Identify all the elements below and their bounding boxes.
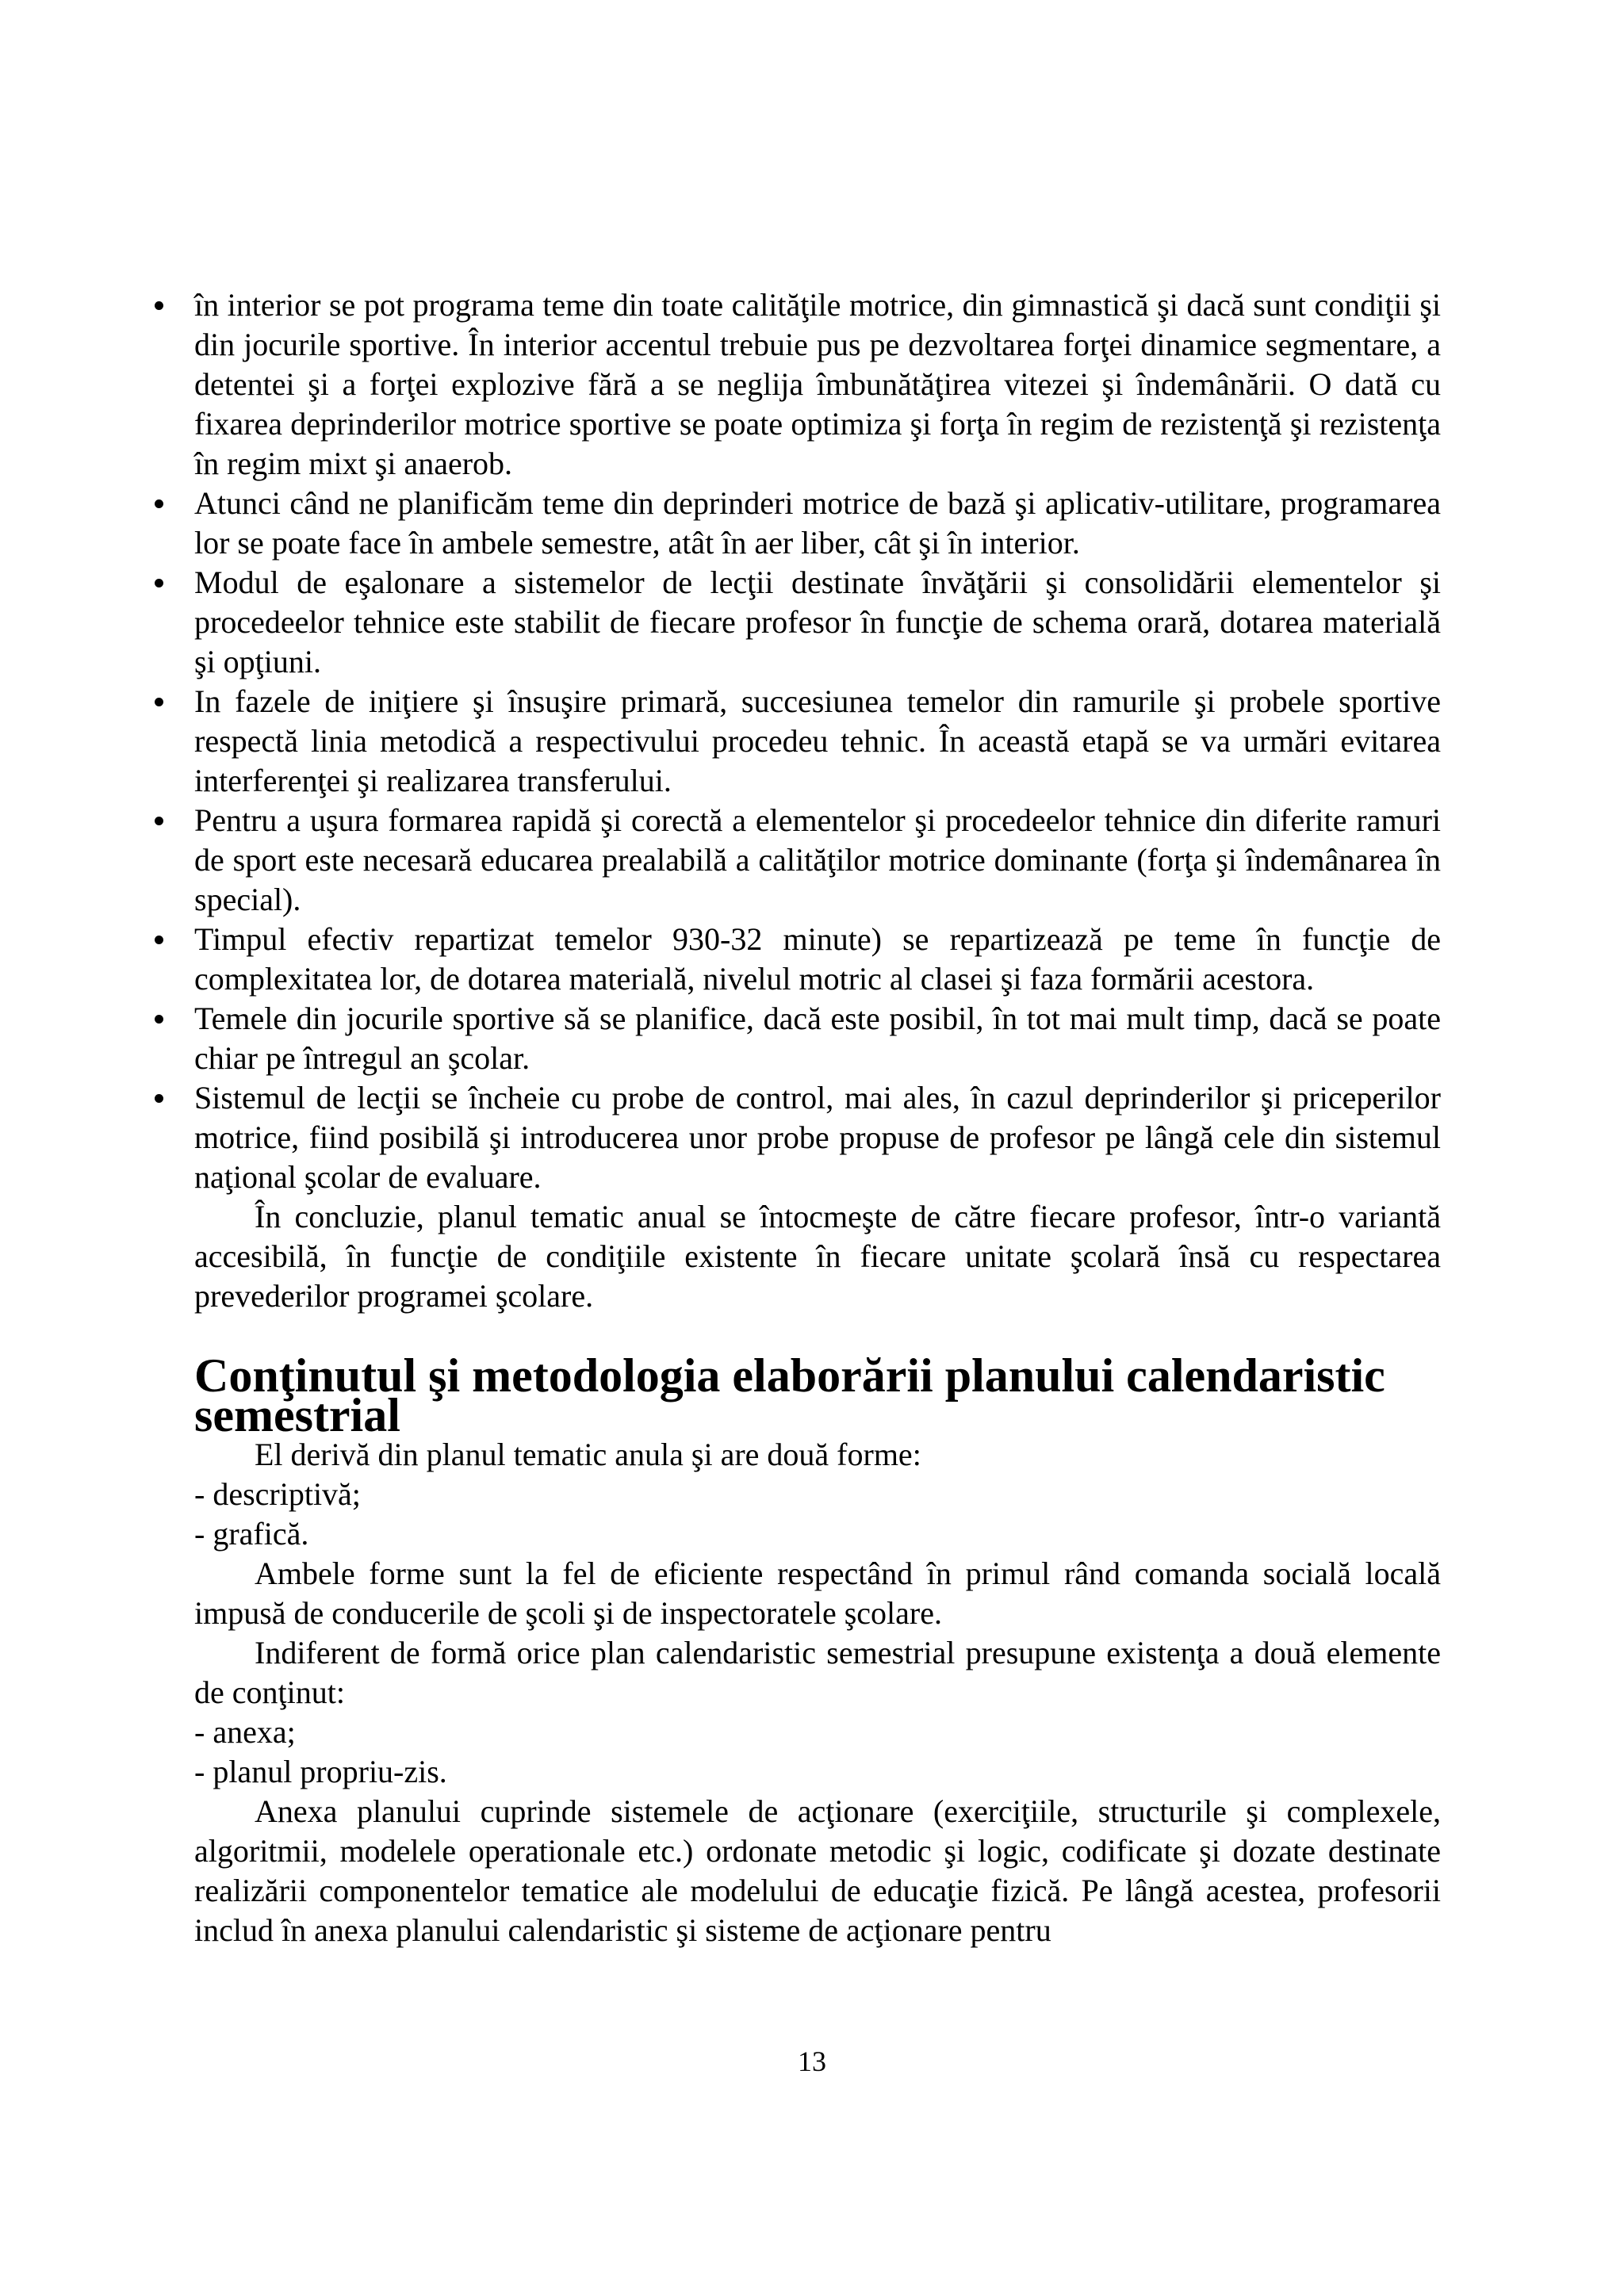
bullet-icon (155, 817, 163, 825)
list-item-text: Timpul efectiv repartizat temelor 930-32 minute) se repartizează pe teme în funcţie de complexitatea lor, de dotarea materială, nivelul motric al clasei şi faza formării acestora. (194, 921, 1441, 997)
list-item (194, 999, 1441, 1078)
bullet-icon (155, 301, 163, 310)
list-item-text: Atunci când ne planificăm teme din deprinderi motrice de bază şi aplicativ-utilitare, programarea lor se poate face în ambele semestre, atât în aer liber, cât şi în interior. (194, 485, 1441, 561)
form-item-graphic: - grafică. (194, 1516, 309, 1552)
bullet-list (194, 285, 1441, 1197)
list-item-text: în interior se pot programa teme din toate calităţile motrice, din gimnastică şi dacă sunt condiţii şi din jocurile sportive. În interior accentul trebuie pus pe dezvoltarea forţei dinamice segmentare, a detentei şi a forţei explozive fără a se neglija îmbunătăţirea vitezei şi îndemânării. O dată cu fixarea deprinderilor motrice sportive se poate optimiza şi forţa în regim de rezistenţă şi rezistenţa în regim mixt şi anaerob. (194, 287, 1441, 481)
list-item (194, 285, 1441, 484)
list-item (194, 563, 1441, 682)
element-item-annex: - anexa; (194, 1714, 296, 1750)
bullet-icon (155, 579, 163, 587)
list-item (194, 484, 1441, 563)
bullet-icon (155, 1015, 163, 1024)
efficiency-paragraph: Ambele forme sunt la fel de eficiente respectând în primul rând comanda socială locală impusă de conducerile de şcoli şi de inspectoratele şcolare. (194, 1556, 1441, 1631)
conclusion-paragraph: În concluzie, planul tematic anual se întocmeşte de către fiecare profesor, într-o variantă accesibilă, în funcţie de condiţiile existente în fiecare unitate şcolară însă cu respectarea prevederilor programei şcolare. (194, 1199, 1441, 1314)
list-item-text: Pentru a uşura formarea rapidă şi corectă a elementelor şi procedeelor tehnice din diferite ramuri de sport este necesară educarea prealabilă a calităţilor motrice dominante (forţa şi îndemânarea în special). (194, 802, 1441, 917)
list-item (194, 1078, 1441, 1197)
elements-paragraph: Indiferent de formă orice plan calendaristic semestrial presupune existenţa a două elemente de conţinut: (194, 1635, 1441, 1710)
page-content (194, 285, 1441, 1950)
bullet-icon (155, 698, 163, 706)
bullet-icon (155, 499, 163, 508)
annex-paragraph: Anexa planului cuprinde sistemele de acţionare (exerciţiile, structurile şi complexele, algoritmii, modelele operationale etc.) ordonate metodic şi logic, codificate şi dozate destinate realizării componentelor tematice ale modelului de educaţie fizică. Pe lângă acestea, profesorii includ în anexa planului calendaristic şi sisteme de acţionare pentru (194, 1793, 1441, 1948)
list-item-text: In fazele de iniţiere şi însuşire primară, succesiunea temelor din ramurile şi probele sportive respectă linia metodică a respectivului procedeu tehnic. În această etapă se va urmări evitarea interferenţei şi realizarea transferului. (194, 683, 1441, 798)
element-item-plan: - planul propriu-zis. (194, 1754, 447, 1789)
section-heading: Conţinutul şi metodologia elaborării planului calendaristic semestrial (194, 1349, 1385, 1441)
list-item-text: Modul de eşalonare a sistemelor de lecţii destinate învăţării şi consolidării elementelor şi procedeelor tehnice este stabilit de fiecare profesor în funcţie de schema orară, dotarea materială şi opţiuni. (194, 564, 1441, 679)
list-item-text: Temele din jocurile sportive să se planifice, dacă este posibil, în tot mai mult timp, dacă se poate chiar pe întregul an şcolar. (194, 1001, 1441, 1076)
section-intro: El derivă din planul tematic anula şi are două forme: (255, 1437, 921, 1472)
list-item (194, 801, 1441, 920)
list-item (194, 920, 1441, 999)
page-number: 13 (798, 2045, 826, 2077)
bullet-icon (155, 1094, 163, 1103)
form-item-descriptive: - descriptivă; (194, 1476, 361, 1512)
list-item-text: Sistemul de lecţii se încheie cu probe de control, mai ales, în cazul deprinderilor şi priceperilor motrice, fiind posibilă şi introducerea unor probe propuse de profesor pe lângă cele din sistemul naţional şcolar de evaluare. (194, 1080, 1441, 1195)
list-item (194, 682, 1441, 801)
bullet-icon (155, 936, 163, 944)
